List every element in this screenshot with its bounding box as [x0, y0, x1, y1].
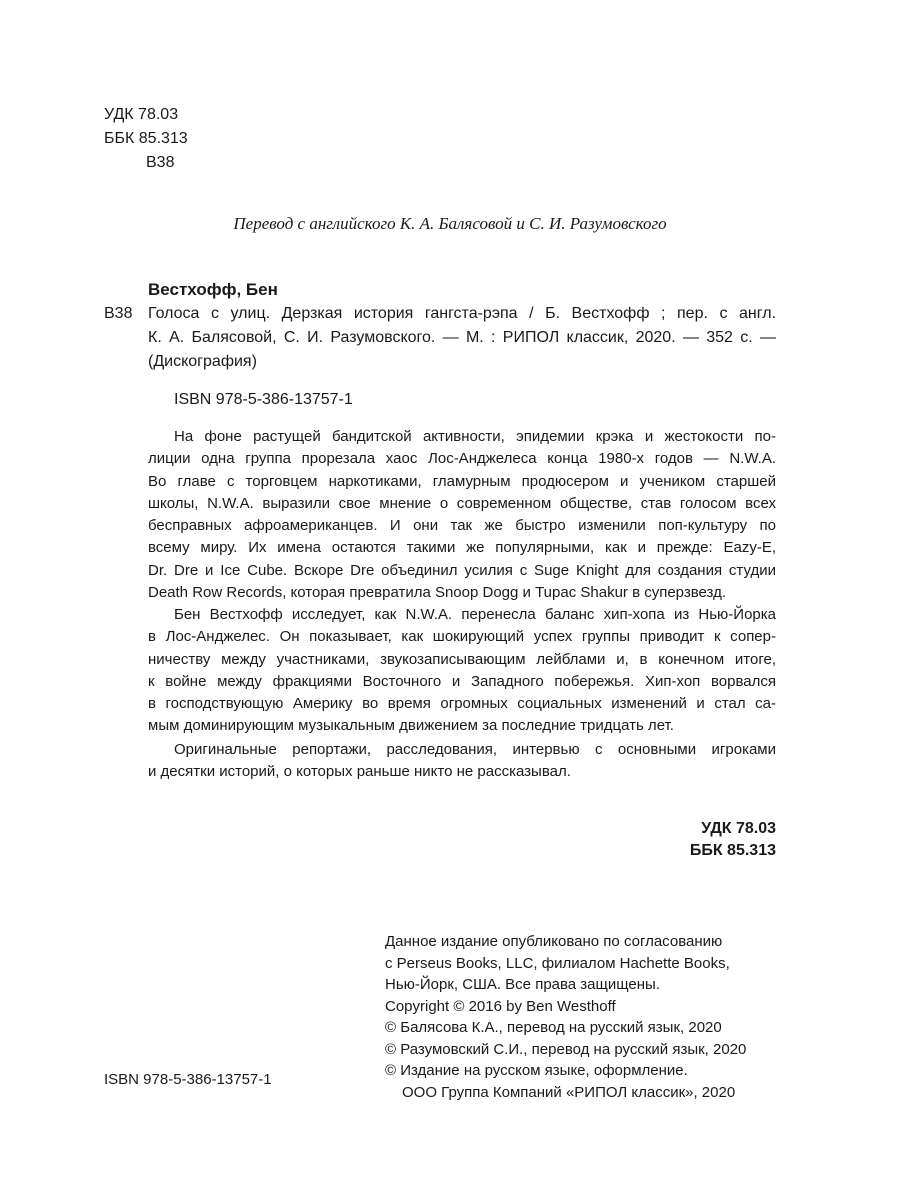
biblio-line: (Дискография): [148, 353, 257, 370]
annotation-line: На фоне растущей бандитской активности, эпидемии крэка и жестокости по-: [174, 428, 776, 445]
isbn-top: ISBN 978-5-386-13757-1: [174, 391, 353, 408]
rights-line: с Perseus Books, LLC, филиалом Hachette Books,: [385, 954, 730, 972]
annotation-line: Во главе с торговцем наркотиками, гламурным продюсером и учеником старшей: [148, 472, 776, 490]
author-heading: Вестхофф, Бен: [148, 280, 278, 299]
translator-credit: Перевод с английского К. А. Балясовой и С. И. Разумовского: [233, 214, 667, 233]
biblio-line: К. А. Балясовой, С. И. Разумовского. — М. : РИПОЛ классик, 2020. — 352 с. —: [148, 329, 776, 346]
annotation-line: школы, N.W.A. выразили свое мнение о современном обществе, став голосом всех: [148, 494, 776, 512]
annotation-paragraph-3: [148, 739, 776, 784]
annotation-line: в Лос-Анджелес. Он показывает, как шокирующий успех группы приводит к сопер-: [148, 628, 776, 646]
rights-line: © Разумовский С.И., перевод на русский язык, 2020: [385, 1040, 747, 1058]
bibliographic-record: [148, 302, 776, 374]
rights-line: Нью-Йорк, США. Все права защищены.: [385, 976, 660, 993]
annotation-line: в господствующую Америку во время огромных социальных изменений и стал са-: [148, 695, 776, 713]
annotation-line: мым доминирующим музыкальным движением за последние тридцать лет.: [148, 717, 674, 735]
udk-code-bold: УДК 78.03: [701, 820, 776, 837]
annotation-paragraph-2: [148, 604, 776, 738]
annotation-line: ничеству между участниками, звукозаписывающим лейблами и, в конечном итоге,: [148, 650, 776, 668]
annotation-line: всему миру. Их имена остаются такими же популярными, как и прежде: Eazy-E,: [148, 539, 776, 557]
classification-codes: [104, 103, 188, 175]
udk-code: УДК 78.03: [104, 106, 179, 123]
rights-line: Copyright © 2016 by Ben Westhoff: [385, 997, 616, 1015]
rights-line: ООО Группа Компаний «РИПОЛ классик», 2020: [402, 1083, 736, 1101]
classification-codes-bold: [600, 818, 776, 862]
annotation-line: Оригинальные репортажи, расследования, интервью с основными игроками: [174, 741, 776, 758]
biblio-sign: В38: [104, 305, 133, 322]
annotation-paragraph-1: [148, 426, 776, 604]
copyright-block: [385, 931, 785, 1103]
rights-line: Данное издание опубликовано по согласованию: [385, 933, 723, 950]
annotation-line: Бен Вестхофф исследует, как N.W.A. перенесла баланс хип-хопа из Нью-Йорка: [174, 606, 776, 623]
author-sign: В38: [146, 154, 175, 171]
annotation-line: и десятки историй, о которых раньше никто не рассказывал.: [148, 763, 571, 781]
annotation-line: Death Row Records, которая превратила Snoop Dogg и Tupac Shakur в суперзвезд.: [148, 584, 727, 602]
isbn-bottom: ISBN 978-5-386-13757-1: [104, 1071, 272, 1088]
annotation-line: к войне между фракциями Восточного и Западного побережья. Хип-хоп ворвался: [148, 672, 776, 690]
rights-line: © Издание на русском языке, оформление.: [385, 1062, 688, 1079]
bbk-code-bold: ББК 85.313: [689, 842, 776, 859]
annotation-line: Dr. Dre и Ice Cube. Вскоре Dre объединил усилия с Suge Knight для создания студии: [148, 561, 776, 579]
biblio-line: Голоса с улиц. Дерзкая история гангста-рэпа / Б. Вестхофф ; пер. с англ.: [148, 305, 776, 322]
bbk-code: ББК 85.313: [104, 130, 188, 147]
rights-line: © Балясова К.А., перевод на русский язык, 2020: [385, 1019, 722, 1036]
annotation-line: лиции одна группа прорезала хаос Лос-Анджелеса конца 1980-х годов — N.W.A.: [148, 450, 776, 468]
annotation-line: бесправных афроамериканцев. И они так же быстро изменили поп-культуру по: [148, 517, 776, 535]
